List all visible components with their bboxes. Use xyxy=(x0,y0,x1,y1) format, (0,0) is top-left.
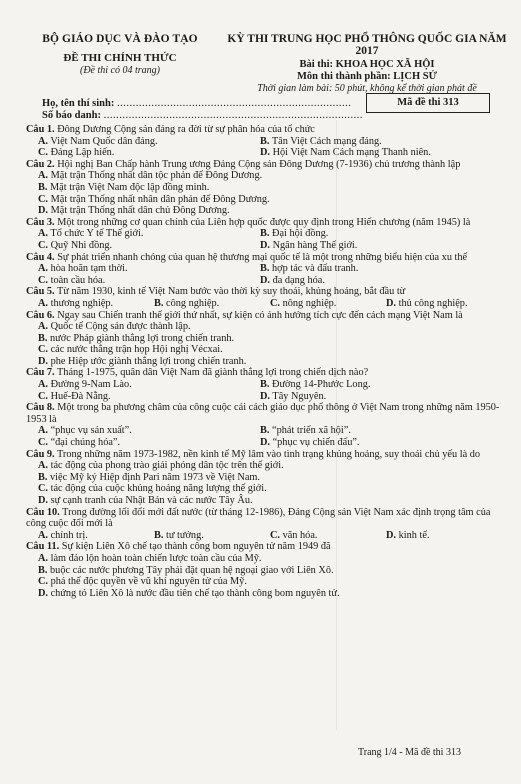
option-row xyxy=(26,147,504,159)
option-text: Mặt trận Thống nhất nhân dân phản đế Đông Dương. xyxy=(50,193,270,205)
answer-option xyxy=(38,205,230,216)
option-text: hợp tác và đấu tranh. xyxy=(272,263,359,275)
exam-code-box: Mã đề thi 313 xyxy=(366,93,490,113)
option-letter: B. xyxy=(260,135,270,147)
option-letter: C. xyxy=(38,274,49,286)
option-letter: C. xyxy=(270,529,281,541)
option-letter: D. xyxy=(386,297,397,309)
answer-option xyxy=(270,530,386,542)
option-text: toàn cầu hóa. xyxy=(50,274,106,286)
question-2 xyxy=(26,159,504,217)
student-id-row xyxy=(42,110,363,122)
option-letter: B. xyxy=(260,263,270,275)
option-letter: B. xyxy=(154,529,164,541)
question-10 xyxy=(26,507,504,542)
question-3 xyxy=(26,217,504,252)
option-row xyxy=(26,530,504,542)
question-1 xyxy=(26,124,504,159)
option-text: sự cạnh tranh của Nhật Bản và các nước Tây Âu. xyxy=(50,495,253,506)
option-letter: B. xyxy=(38,564,48,576)
question-number: Câu 4. xyxy=(26,251,55,263)
answer-option xyxy=(38,483,267,494)
student-id-label: Số báo danh: xyxy=(42,110,101,121)
answer-option xyxy=(38,194,270,205)
option-letter: D. xyxy=(38,355,49,367)
answer-option xyxy=(386,530,502,542)
question-4 xyxy=(26,252,504,287)
answer-option xyxy=(38,321,191,332)
answer-option xyxy=(38,263,260,275)
answer-option xyxy=(38,472,260,483)
question-number: Câu 3. xyxy=(26,216,55,228)
option-letter: D. xyxy=(38,495,49,506)
answer-option xyxy=(38,170,262,181)
page-footer: Trang 1/4 - Mã đề thi 313 xyxy=(358,747,461,758)
option-text: Ngân hàng Thế giới. xyxy=(272,239,358,251)
question-text: Hội nghị Ban Chấp hành Trung ương Đảng Cộng sản Đông Dương (7-1936) chủ trương thành lập xyxy=(57,158,461,170)
question-stem xyxy=(26,310,504,322)
option-text: Huế-Đà Nẵng. xyxy=(50,390,111,402)
answer-option xyxy=(38,147,260,159)
option-letter: D. xyxy=(260,390,271,402)
option-row xyxy=(26,298,504,310)
question-11 xyxy=(26,541,504,599)
option-row xyxy=(26,460,504,472)
question-stem xyxy=(26,286,504,298)
option-row xyxy=(26,194,504,206)
answer-option xyxy=(38,379,260,391)
option-letter: C. xyxy=(270,297,281,309)
question-number: Câu 7. xyxy=(26,367,55,379)
option-letter: A. xyxy=(38,228,49,240)
answer-option xyxy=(386,298,502,310)
option-text: làm đảo lộn hoàn toàn chiến lược toàn cầu của Mỹ. xyxy=(50,552,262,564)
option-letter: A. xyxy=(38,425,49,437)
question-text: Sự kiện Liên Xô chế tạo thành công bom nguyên tử năm 1949 đã xyxy=(61,541,331,553)
option-row xyxy=(26,472,504,484)
question-stem xyxy=(26,367,504,379)
student-info xyxy=(42,98,363,122)
option-letter: D. xyxy=(260,274,271,286)
question-5 xyxy=(26,286,504,309)
option-row xyxy=(26,263,504,275)
option-text: “đại chúng hóa”. xyxy=(50,437,121,449)
option-row xyxy=(26,228,504,240)
question-stem xyxy=(26,124,504,136)
option-letter: C. xyxy=(38,390,49,402)
option-text: “phát triển xã hội”. xyxy=(272,425,351,437)
option-letter: D. xyxy=(386,529,397,541)
option-text: tác động của cuộc khủng hoảng năng lượng thế giới. xyxy=(50,483,267,495)
answer-option xyxy=(38,240,260,252)
option-letter: C. xyxy=(38,147,49,159)
answer-option xyxy=(38,182,209,193)
option-text: việc Mỹ ký Hiệp định Pari năm 1973 về Việt Nam. xyxy=(50,471,260,483)
answer-option xyxy=(260,379,482,391)
option-letter: D. xyxy=(38,587,49,599)
option-row xyxy=(26,275,504,287)
answer-option xyxy=(38,576,247,587)
option-text: công nghiệp. xyxy=(166,297,220,309)
option-text: Quỹ Nhi đồng. xyxy=(50,239,113,251)
option-text: phe Hiệp ước giành thắng lợi trong chiến tranh. xyxy=(50,355,247,367)
option-letter: A. xyxy=(38,321,49,333)
answer-option xyxy=(260,275,482,287)
option-letter: B. xyxy=(38,181,48,193)
answer-option xyxy=(38,495,253,506)
option-text: Đường 9-Nam Lào. xyxy=(50,379,132,391)
answer-option xyxy=(38,136,260,148)
option-letter: C. xyxy=(38,437,49,449)
option-text: tư tưởng. xyxy=(166,529,204,541)
option-row xyxy=(26,553,504,565)
option-letter: B. xyxy=(38,471,48,483)
option-row xyxy=(26,565,504,577)
question-text: Từ năm 1930, kinh tế Việt Nam bước vào thời kỳ suy thoái, khủng hoảng, bắt đầu từ xyxy=(57,286,406,298)
question-number: Câu 11. xyxy=(26,541,60,553)
option-letter: B. xyxy=(260,379,270,391)
question-6 xyxy=(26,310,504,368)
option-text: Tân Việt Cách mạng đảng. xyxy=(271,135,382,147)
option-text: Việt Nam Quốc dân đảng. xyxy=(50,135,158,147)
option-letter: A. xyxy=(38,460,49,472)
question-list xyxy=(26,124,504,599)
option-letter: C. xyxy=(38,344,49,356)
option-letter: A. xyxy=(38,263,49,275)
option-row xyxy=(26,379,504,391)
option-text: Mặt trận Thống nhất dân chủ Đông Dương. xyxy=(50,205,230,217)
answer-option xyxy=(38,228,260,240)
student-name-field: ........................................................................... xyxy=(116,98,352,109)
option-letter: A. xyxy=(38,379,49,391)
option-text: Đường 14-Phước Long. xyxy=(272,379,371,391)
option-letter: D. xyxy=(260,437,271,449)
answer-option xyxy=(260,240,482,252)
option-text: thương nghiệp. xyxy=(50,297,114,309)
question-text: Một trong ba phương châm của công cuộc cải cách giáo dục phổ thông ở Việt Nam trong những năm 1950-1953 là xyxy=(26,402,500,425)
option-text: Tây Nguyên. xyxy=(272,390,327,402)
option-text: Mặt trận Việt Nam độc lập đồng minh. xyxy=(50,181,210,193)
question-stem xyxy=(26,159,504,171)
option-text: tác động của phong trào giải phóng dân tộc trên thế giới. xyxy=(50,460,284,472)
question-number: Câu 9. xyxy=(26,448,55,460)
answer-option xyxy=(38,275,260,287)
question-text: Đông Dương Cộng sản đảng ra đời từ sự phân hóa của tổ chức xyxy=(57,124,315,135)
option-text: Đại hội đồng. xyxy=(272,228,329,240)
option-text: Mặt trận Thống nhất dân tộc phản đế Đông Dương. xyxy=(50,170,263,182)
option-row xyxy=(26,321,504,333)
option-letter: C. xyxy=(38,193,49,205)
answer-option xyxy=(260,136,482,148)
subject-line: Bài thi: KHOA HỌC XÃ HỘI xyxy=(299,59,435,70)
option-row xyxy=(26,588,504,600)
option-letter: D. xyxy=(260,147,271,159)
option-row xyxy=(26,391,504,403)
option-text: phá thế độc quyền về vũ khí nguyên tử của Mỹ. xyxy=(50,576,247,588)
option-text: chính trị. xyxy=(50,529,88,541)
student-name-label: Họ, tên thí sinh: xyxy=(42,98,115,109)
question-8 xyxy=(26,402,504,448)
option-text: đa dạng hóa. xyxy=(272,274,325,286)
question-stem xyxy=(26,507,504,530)
question-text: Một trong những cơ quan chính của Liên hợp quốc được quy định trong Hiến chương (năm 1945) là xyxy=(57,216,471,228)
question-number: Câu 5. xyxy=(26,286,55,298)
question-7 xyxy=(26,367,504,402)
option-row xyxy=(26,576,504,588)
answer-option xyxy=(154,530,270,542)
answer-option xyxy=(154,298,270,310)
option-text: Quốc tế Cộng sản được thành lập. xyxy=(50,321,191,333)
question-9 xyxy=(26,449,504,507)
option-text: Đảng Lập hiến. xyxy=(50,147,115,159)
option-row xyxy=(26,240,504,252)
question-text: Trong những năm 1973-1982, nền kinh tế Mỹ lâm vào tình trạng khủng hoảng, suy thoái chủ yếu là do xyxy=(57,448,481,460)
answer-option xyxy=(38,530,154,542)
question-number: Câu 2. xyxy=(26,158,55,170)
option-letter: A. xyxy=(38,297,49,309)
option-text: chứng tỏ Liên Xô là nước đầu tiên chế tạo thành công bom nguyên tử. xyxy=(50,587,340,599)
option-letter: C. xyxy=(38,239,49,251)
option-row xyxy=(26,425,504,437)
option-text: nước Pháp giành thắng lợi trong chiến tranh. xyxy=(50,332,235,344)
answer-option xyxy=(38,356,246,367)
option-letter: C. xyxy=(38,483,49,495)
option-row xyxy=(26,333,504,345)
option-text: “phục vụ sản xuất”. xyxy=(50,425,132,437)
question-text: Sự phát triển nhanh chóng của quan hệ thương mại quốc tế là một trong những biểu hiện của xu thế xyxy=(57,251,468,263)
option-text: “phục vụ chiến đấu”. xyxy=(272,437,360,449)
option-letter: C. xyxy=(38,576,49,588)
component-line: Môn thi thành phần: LỊCH SỬ xyxy=(297,71,437,82)
answer-option xyxy=(38,333,234,344)
page-count-note: (Đề thi có 04 trang) xyxy=(80,65,160,76)
option-text: Hội Việt Nam Cách mạng Thanh niên. xyxy=(272,147,431,159)
header-right xyxy=(222,33,512,94)
answer-option xyxy=(38,460,284,471)
option-text: thủ công nghiệp. xyxy=(398,297,468,309)
question-number: Câu 1. xyxy=(26,124,55,135)
option-row xyxy=(26,205,504,217)
question-text: Trong đường lối đổi mới đất nước (từ tháng 12-1986), Đảng Cộng sản Việt Nam xác định trọng tâm của công cuộc đổi mới là xyxy=(26,506,491,530)
question-stem xyxy=(26,217,504,229)
answer-option xyxy=(38,425,260,437)
exam-kind: ĐỀ THI CHÍNH THỨC xyxy=(63,52,177,64)
option-text: hòa hoãn tạm thời. xyxy=(50,263,128,275)
answer-option xyxy=(260,437,482,449)
question-number: Câu 10. xyxy=(26,506,60,518)
option-row xyxy=(26,136,504,148)
answer-option xyxy=(260,147,482,159)
option-letter: D. xyxy=(260,239,271,251)
ministry-name: BỘ GIÁO DỤC VÀ ĐÀO TẠO xyxy=(42,33,198,45)
option-letter: A. xyxy=(38,552,49,564)
answer-option xyxy=(260,263,482,275)
answer-option xyxy=(38,298,154,310)
option-letter: A. xyxy=(38,170,49,182)
answer-option xyxy=(38,553,261,564)
option-text: buộc các nước phương Tây phải đặt quan hệ ngoại giao với Liên Xô. xyxy=(50,564,334,576)
answer-option xyxy=(38,437,260,449)
answer-option xyxy=(38,588,340,599)
option-text: văn hóa. xyxy=(282,529,318,541)
option-letter: B. xyxy=(38,332,48,344)
option-text: Tổ chức Y tế Thế giới. xyxy=(50,228,144,240)
option-row xyxy=(26,437,504,449)
option-letter: B. xyxy=(260,425,270,437)
question-text: Tháng 1-1975, quân dân Việt Nam đã giành thắng lợi trong chiến dịch nào? xyxy=(57,367,369,379)
option-row xyxy=(26,495,504,507)
question-stem xyxy=(26,252,504,264)
option-text: các nước thắng trận họp Hội nghị Vécxai. xyxy=(50,344,223,356)
option-row xyxy=(26,344,504,356)
answer-option xyxy=(38,344,223,355)
answer-option xyxy=(260,228,482,240)
student-name-row xyxy=(42,98,363,110)
option-text: kinh tế. xyxy=(398,529,430,541)
question-stem xyxy=(26,541,504,553)
question-number: Câu 8. xyxy=(26,402,55,414)
option-row xyxy=(26,182,504,194)
option-letter: A. xyxy=(38,529,49,541)
answer-option xyxy=(38,391,260,403)
option-text: nông nghiệp. xyxy=(282,297,337,309)
time-line: Thời gian làm bài: 50 phút, không kể thời gian phát đề xyxy=(257,83,477,94)
option-letter: B. xyxy=(154,297,164,309)
answer-option xyxy=(38,565,334,576)
exam-title: KỲ THI TRUNG HỌC PHỔ THÔNG QUỐC GIA NĂM 2017 xyxy=(227,33,507,57)
question-number: Câu 6. xyxy=(26,309,55,321)
header-left xyxy=(30,33,210,76)
option-letter: D. xyxy=(38,205,49,217)
answer-option xyxy=(260,425,482,437)
answer-option xyxy=(260,391,482,403)
answer-option xyxy=(270,298,386,310)
question-stem xyxy=(26,449,504,461)
question-text: Ngay sau Chiến tranh thế giới thứ nhất, sự kiện có ảnh hưởng tích cực đến cách mạng Việt Nam là xyxy=(57,309,463,321)
student-id-field: ................................................................................... xyxy=(103,110,363,121)
option-letter: B. xyxy=(260,228,270,240)
option-row xyxy=(26,170,504,182)
option-row xyxy=(26,356,504,368)
option-row xyxy=(26,483,504,495)
question-stem xyxy=(26,402,504,425)
option-letter: A. xyxy=(38,135,49,147)
